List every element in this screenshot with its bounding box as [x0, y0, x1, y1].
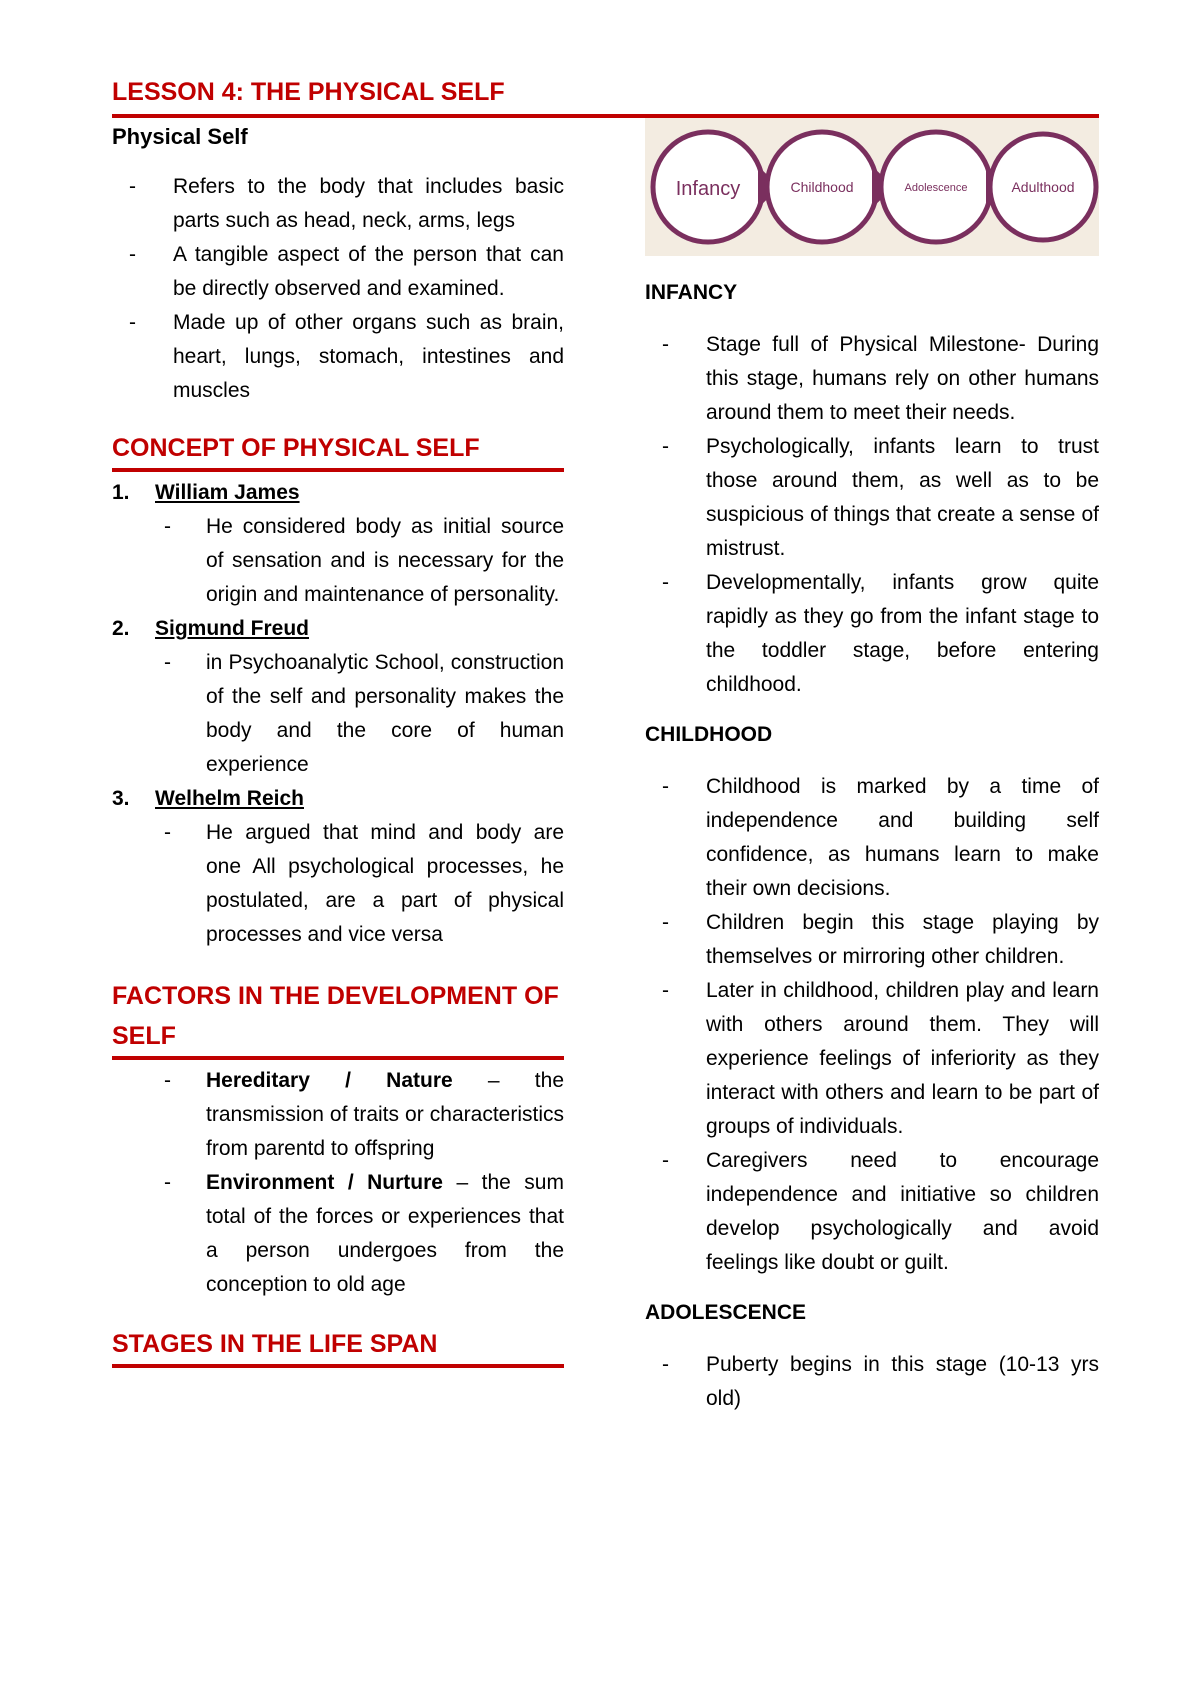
factors-rule: [112, 1056, 564, 1060]
list-item: [112, 1166, 564, 1302]
list-item: - He argued that mind and body are one All psychological processes, he postulated, are a part of physical processes and vice versa: [112, 816, 564, 952]
list-item: - Caregivers need to encourage independence and initiative so children develop psychologically and avoid feelings like doubt or guilt.: [645, 1144, 1099, 1280]
factor-label: Environment / Nurture: [206, 1171, 443, 1194]
stage-adulthood: [990, 134, 1096, 240]
stage-childhood: [767, 132, 877, 242]
life-stages-figure: [645, 118, 1099, 256]
factors-list: [112, 1064, 564, 1302]
right-column: [645, 118, 1099, 1416]
stage-label: Adolescence: [904, 182, 968, 194]
concept-item: [112, 476, 564, 510]
list-item: [112, 1064, 564, 1166]
childhood-heading: CHILDHOOD: [645, 723, 773, 746]
factors-heading: FACTORS IN THE DEVELOPMENT OF SELF: [112, 982, 559, 1050]
list-item: - Psychologically, infants learn to trust those around them, as well as to be suspicious of things that create a sense of mistrust.: [645, 430, 1099, 566]
adolescence-heading: ADOLESCENCE: [645, 1301, 807, 1324]
concept-item: [112, 612, 564, 646]
list-item: - Stage full of Physical Milestone- During this stage, humans rely on other humans around them to meet their needs.: [645, 328, 1099, 430]
physical-self-list: [112, 170, 564, 408]
list-item: - Later in childhood, children play and learn with others around them. They will experience feelings of inferiority as they interact with others and learn to be part of groups of individuals.: [645, 974, 1099, 1144]
stage-label: Infancy: [675, 178, 741, 200]
physical-self-heading: Physical Self: [112, 124, 248, 149]
adolescence-list: [645, 1348, 1099, 1416]
list-item: - Childhood is marked by a time of independence and building self confidence, as humans learn to make their own decisions.: [645, 770, 1099, 906]
concept-sub-list: [112, 646, 564, 782]
item-name: Sigmund Freud: [155, 617, 309, 640]
list-item: - Developmentally, infants grow quite rapidly as they go from the infant stage to the toddler stage, before entering childhood.: [645, 566, 1099, 702]
childhood-list: [645, 770, 1099, 1280]
concept-rule: [112, 468, 564, 472]
list-item: - in Psychoanalytic School, construction of the self and personality makes the body and the core of human experience: [112, 646, 564, 782]
concept-heading: CONCEPT OF PHYSICAL SELF: [112, 434, 480, 462]
concept-list: [112, 476, 564, 952]
list-item: - Made up of other organs such as brain, heart, lungs, stomach, intestines and muscles: [112, 306, 564, 408]
item-number: 3.: [112, 787, 130, 810]
stages-rule: [112, 1364, 564, 1368]
stage-infancy: [653, 132, 763, 242]
concept-item: [112, 782, 564, 816]
factor-label: Hereditary / Nature: [206, 1069, 453, 1092]
list-item: - Refers to the body that includes basic parts such as head, neck, arms, legs: [112, 170, 564, 238]
stage-label: Adulthood: [1011, 179, 1075, 195]
stages-heading: STAGES IN THE LIFE SPAN: [112, 1330, 438, 1358]
stage-label: Childhood: [790, 179, 854, 195]
stage-adolescence: [881, 132, 991, 242]
item-number: 2.: [112, 617, 130, 640]
concept-sub-list: [112, 816, 564, 952]
factor-text: – the transmission of traits or characteristics from parentd to offspring: [206, 1069, 565, 1160]
item-name: William James: [155, 481, 300, 504]
item-name: Welhelm Reich: [155, 787, 304, 810]
list-item: - Puberty begins in this stage (10-13 yrs old): [645, 1348, 1099, 1416]
left-column: [112, 120, 564, 1368]
list-item: - Children begin this stage playing by themselves or mirroring other children.: [645, 906, 1099, 974]
list-item: - A tangible aspect of the person that can be directly observed and examined.: [112, 238, 564, 306]
infancy-list: [645, 328, 1099, 702]
life-stages-diagram: [645, 118, 1099, 256]
factor-text: – the sum total of the forces or experiences that a person undergoes from the conception to old age: [206, 1171, 564, 1296]
list-item: - He considered body as initial source of sensation and is necessary for the origin and maintenance of personality.: [112, 510, 564, 612]
infancy-heading: INFANCY: [645, 281, 738, 304]
item-number: 1.: [112, 481, 130, 504]
page-title: LESSON 4: THE PHYSICAL SELF: [112, 78, 505, 106]
concept-sub-list: [112, 510, 564, 612]
